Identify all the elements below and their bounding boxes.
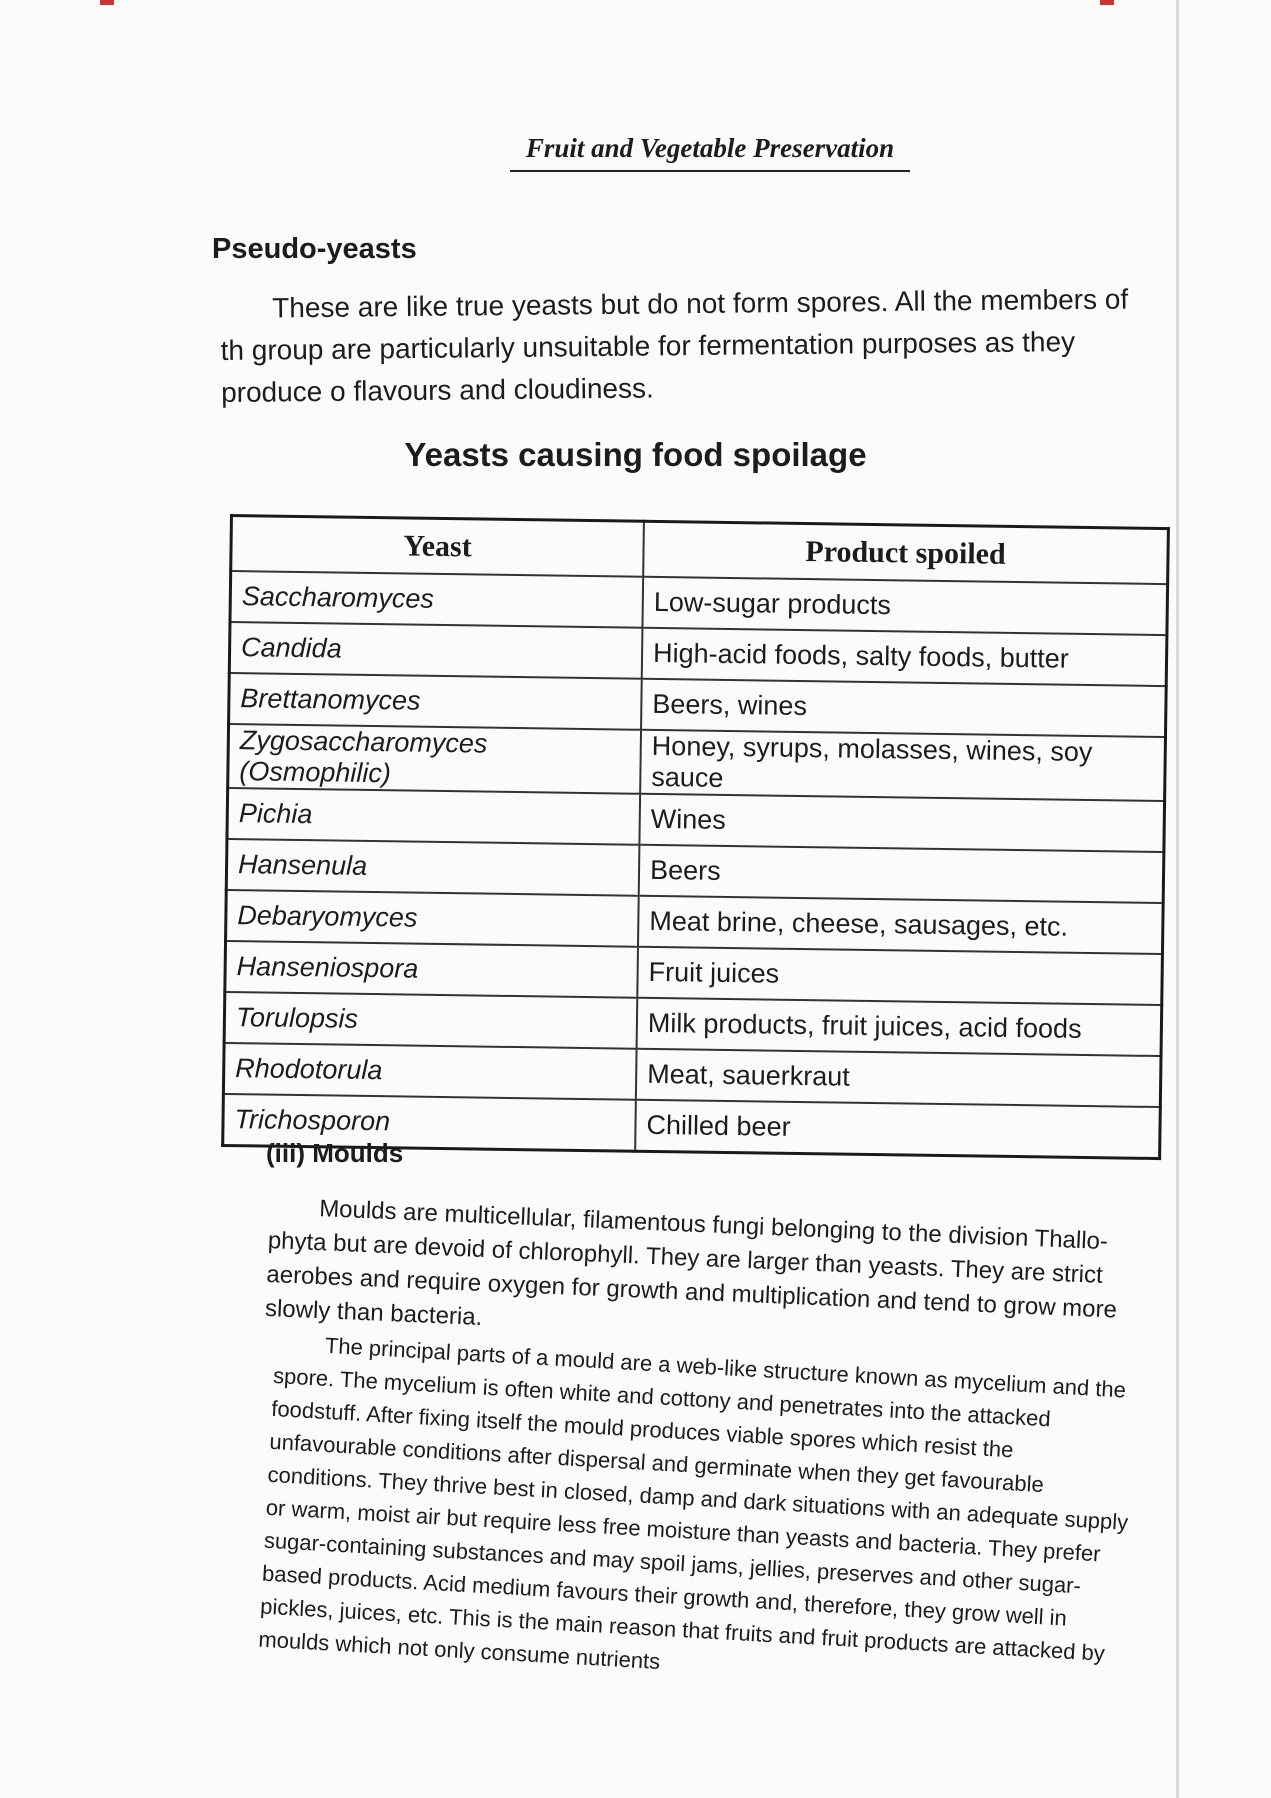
column-header-yeast: Yeast bbox=[231, 516, 644, 577]
yeast-cell: Pichia bbox=[227, 788, 640, 845]
yeast-cell: Trichosporon bbox=[223, 1094, 636, 1151]
yeast-cell: Candida bbox=[229, 622, 642, 679]
yeast-cell: Brettanomyces bbox=[229, 673, 642, 730]
product-cell: Milk products, fruit juices, acid foods bbox=[637, 998, 1162, 1056]
yeast-cell: Debaryomyces bbox=[226, 890, 639, 947]
product-cell: Chilled beer bbox=[635, 1100, 1160, 1159]
table-title: Yeasts causing food spoilage bbox=[404, 436, 867, 473]
moulds-heading: (iii) Moulds bbox=[266, 1138, 404, 1168]
yeast-cell: Rhodotorula bbox=[223, 1043, 636, 1100]
page-edge bbox=[1176, 0, 1179, 1798]
corner-mark-right bbox=[1100, 0, 1114, 5]
product-cell: High-acid foods, salty foods, butter bbox=[642, 628, 1167, 686]
moulds-paragraph-2: The principal parts of a mould are a web-like structure known as mycelium and the spore. The mycelium is often white and cottony and penetrates into the attacked foodstuff. After fixing itself the mould produces viable spores which resist the unfavourable conditions after dispersal and germinate when they get favourable conditions. They thrive best in closed, damp and dark situations with an adequate supply or warm, moist air but require less free moisture than yeasts and bacteria. They prefer sugar-containing substances and may spoil jams, jellies, preserves and other sugar-based products. Acid medium favours their growth and, therefore, they grow well in pickles, juices, etc. This is the main reason that fruits and fruit products are attacked by moulds which not only consume nutrients bbox=[257, 1332, 1129, 1674]
product-cell: Low-sugar products bbox=[642, 577, 1167, 635]
yeast-cell: Torulopsis bbox=[224, 992, 637, 1049]
product-cell: Wines bbox=[639, 794, 1164, 852]
product-cell: Beers bbox=[639, 845, 1164, 903]
yeast-cell: Saccharomyces bbox=[230, 571, 643, 628]
yeast-cell: Zygosaccharomyces (Osmophilic) bbox=[228, 724, 641, 794]
pseudo-yeasts-paragraph: These are like true yeasts but do not form spores. All the members of th group are particularly unsuitable for fermentation purposes as they produce o flavours and cloudiness. bbox=[220, 283, 1129, 408]
yeast-cell: Hanseniospora bbox=[225, 941, 638, 998]
product-cell: Fruit juices bbox=[637, 947, 1162, 1005]
column-header-product: Product spoiled bbox=[643, 521, 1168, 584]
moulds-paragraph-1: Moulds are multicellular, filamentous fungi belonging to the division Thallo-phyta but are devoid of chlorophyll. They are larger than yeasts. They are strict aerobes and require oxygen for growth and multiplication and tend to grow more slowly than bacteria. bbox=[264, 1195, 1118, 1331]
running-header: Fruit and Vegetable Preservation bbox=[510, 133, 910, 172]
section-title: Pseudo-yeasts bbox=[212, 233, 417, 265]
product-cell: Meat, sauerkraut bbox=[636, 1049, 1161, 1107]
product-cell: Honey, syrups, molasses, wines, soy sauce bbox=[640, 730, 1165, 801]
corner-mark-left bbox=[100, 0, 114, 5]
product-cell: Meat brine, cheese, sausages, etc. bbox=[638, 896, 1163, 954]
yeast-table bbox=[221, 514, 1170, 1160]
yeast-cell: Hansenula bbox=[226, 839, 639, 896]
product-cell: Beers, wines bbox=[641, 679, 1166, 737]
